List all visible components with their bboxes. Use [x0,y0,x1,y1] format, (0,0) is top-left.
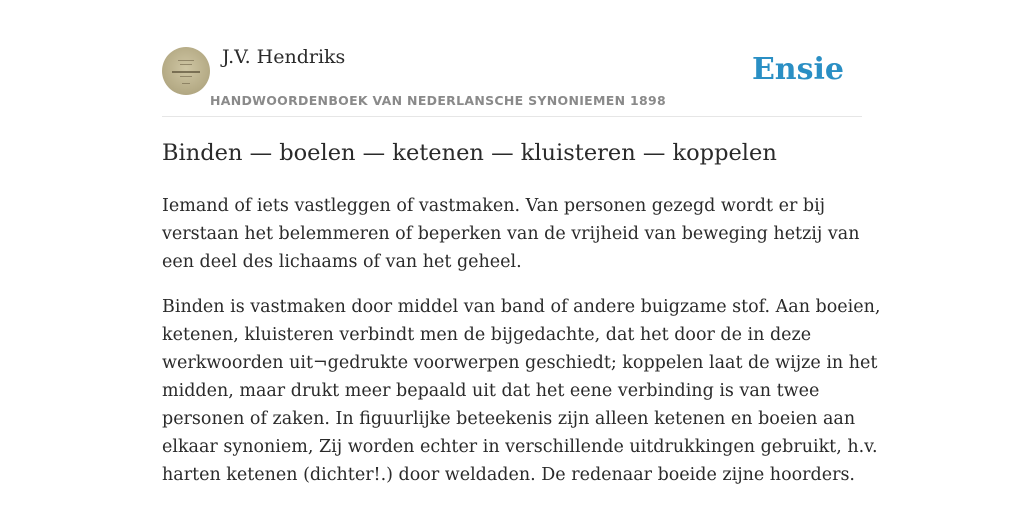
header [162,0,862,117]
book-cover-avatar[interactable] [162,47,210,95]
paragraph-line: personen of zaken. In figuurlijke beteekenis zijn alleen ketenen en boeien aan [162,409,856,429]
author-name[interactable]: J.V. Hendriks [222,46,346,68]
page-title: Binden — boelen — ketenen — kluisteren — koppelen [162,140,777,166]
page-container [162,0,881,485]
paragraph [162,192,862,276]
paragraph-line: harten ketenen (dichter!.) door weldaden. De redenaar boeide zijne hoorders. [162,465,855,485]
source-title[interactable]: HANDWOORDENBOEK VAN NEDERLANSCHE SYNONIEMEN 1898 [210,93,667,108]
paragraph-line: elkaar synoniem, Zij worden echter in verschillende uitdrukkingen gebruikt, h.v. [162,437,878,457]
paragraph-line: Iemand of iets vastleggen of vastmaken. Van personen gezegd wordt er bij [162,196,826,216]
article-body [162,192,881,506]
paragraph [162,293,881,489]
paragraph-line: Binden is vastmaken door middel van band of andere buigzame stof. Aan boeien, [162,297,881,317]
paragraph-line: verstaan het belemmeren of beperken van de vrijheid van beweging hetzij van [162,224,860,244]
ensie-logo-link[interactable]: Ensie [751,52,844,87]
paragraph-line: midden, maar drukt meer bepaald uit dat het eene verbinding is van twee [162,381,820,401]
cover-line [180,76,192,77]
cover-line [182,83,190,84]
cover-line [178,60,194,61]
paragraph-line: werkwoorden uit¬gedrukte voorwerpen geschiedt; koppelen laat de wijze in het [162,353,878,373]
cover-line [180,64,192,65]
paragraph-line: ketenen, kluisteren verbindt men de bijgedachte, dat het door de in deze [162,325,812,345]
cover-line [172,71,200,73]
paragraph-line: een deel des lichaams of van het geheel. [162,252,522,272]
